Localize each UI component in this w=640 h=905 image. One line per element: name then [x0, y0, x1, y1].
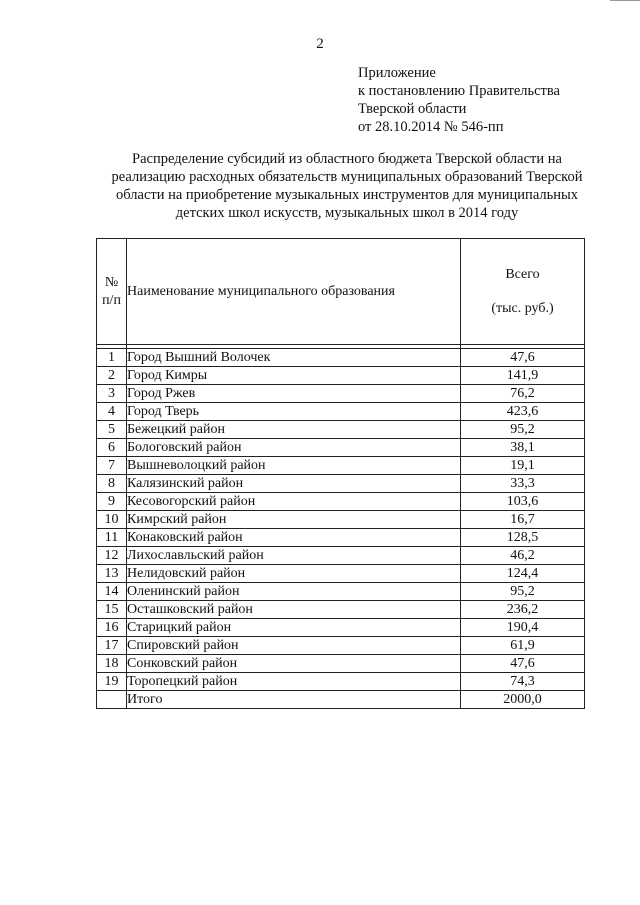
table-row	[97, 637, 585, 655]
row-total: 423,6	[461, 403, 585, 421]
table-row	[97, 403, 585, 421]
row-municipality: Нелидовский район	[127, 565, 461, 583]
header-num-abbr: п/п	[102, 292, 121, 308]
row-municipality: Город Ржев	[127, 385, 461, 403]
row-total: 141,9	[461, 367, 585, 385]
row-number: 18	[97, 655, 127, 673]
total-row-number	[97, 691, 127, 709]
table-total-row	[97, 691, 585, 709]
row-number: 6	[97, 439, 127, 457]
total-row-value: 2000,0	[461, 691, 585, 709]
table-row	[97, 547, 585, 565]
table-row	[97, 583, 585, 601]
table-row	[97, 601, 585, 619]
row-number: 17	[97, 637, 127, 655]
row-number: 12	[97, 547, 127, 565]
table-row	[97, 673, 585, 691]
table-row	[97, 457, 585, 475]
appendix-line: к постановлению Правительства	[358, 83, 560, 99]
row-total: 19,1	[461, 457, 585, 475]
row-total: 128,5	[461, 529, 585, 547]
table-row	[97, 493, 585, 511]
subsidy-table	[96, 238, 585, 709]
table-row	[97, 475, 585, 493]
page-number: 2	[316, 36, 324, 52]
header-total	[461, 239, 585, 345]
row-municipality: Кесовогорский район	[127, 493, 461, 511]
appendix-block	[358, 64, 560, 136]
header-num	[97, 239, 127, 345]
total-row-label: Итого	[127, 691, 461, 709]
table-row	[97, 565, 585, 583]
row-municipality: Осташковский район	[127, 601, 461, 619]
row-number: 19	[97, 673, 127, 691]
header-name: Наименование муниципального образования	[127, 239, 461, 345]
table-row	[97, 385, 585, 403]
row-municipality: Бологовский район	[127, 439, 461, 457]
row-number: 1	[97, 349, 127, 367]
row-number: 14	[97, 583, 127, 601]
row-number: 7	[97, 457, 127, 475]
row-municipality: Лихославльский район	[127, 547, 461, 565]
row-municipality: Кимрский район	[127, 511, 461, 529]
row-municipality: Конаковский район	[127, 529, 461, 547]
header-total-unit: (тыс. руб.)	[491, 300, 554, 316]
row-total: 95,2	[461, 583, 585, 601]
row-municipality: Оленинский район	[127, 583, 461, 601]
title-line: реализацию расходных обязательств муниципальных образований Тверской	[111, 169, 583, 185]
table-row	[97, 367, 585, 385]
row-municipality: Торопецкий район	[127, 673, 461, 691]
row-municipality: Город Кимры	[127, 367, 461, 385]
row-total: 47,6	[461, 349, 585, 367]
row-total: 47,6	[461, 655, 585, 673]
row-total: 95,2	[461, 421, 585, 439]
row-number: 5	[97, 421, 127, 439]
row-total: 190,4	[461, 619, 585, 637]
appendix-line: Тверской области	[358, 101, 467, 117]
row-number: 3	[97, 385, 127, 403]
row-total: 124,4	[461, 565, 585, 583]
title-line: Распределение субсидий из областного бюджета Тверской области на	[132, 151, 562, 167]
row-total: 236,2	[461, 601, 585, 619]
document-title	[90, 150, 604, 222]
row-municipality: Старицкий район	[127, 619, 461, 637]
table-row	[97, 655, 585, 673]
title-line: детских школ искусств, музыкальных школ в 2014 году	[175, 205, 519, 221]
header-total-label: Всего	[505, 266, 540, 282]
row-number: 10	[97, 511, 127, 529]
row-municipality: Город Вышний Волочек	[127, 349, 461, 367]
row-total: 46,2	[461, 547, 585, 565]
row-municipality: Город Тверь	[127, 403, 461, 421]
row-total: 74,3	[461, 673, 585, 691]
table-row	[97, 619, 585, 637]
table-row	[97, 421, 585, 439]
row-total: 76,2	[461, 385, 585, 403]
table-header-row	[97, 239, 585, 345]
row-number: 16	[97, 619, 127, 637]
table-row	[97, 511, 585, 529]
title-line: области на приобретение музыкальных инструментов для муниципальных	[116, 187, 578, 203]
row-municipality: Калязинский район	[127, 475, 461, 493]
table-row	[97, 439, 585, 457]
header-num-symbol: №	[104, 274, 119, 290]
row-municipality: Спировский район	[127, 637, 461, 655]
row-total: 61,9	[461, 637, 585, 655]
table-row	[97, 349, 585, 367]
row-number: 13	[97, 565, 127, 583]
row-total: 16,7	[461, 511, 585, 529]
row-number: 2	[97, 367, 127, 385]
row-number: 15	[97, 601, 127, 619]
appendix-line: от 28.10.2014 № 546-пп	[358, 119, 504, 135]
row-number: 11	[97, 529, 127, 547]
corner-mark	[610, 0, 640, 3]
row-municipality: Вышневолоцкий район	[127, 457, 461, 475]
row-number: 8	[97, 475, 127, 493]
row-municipality: Сонковский район	[127, 655, 461, 673]
row-number: 4	[97, 403, 127, 421]
row-municipality: Бежецкий район	[127, 421, 461, 439]
row-number: 9	[97, 493, 127, 511]
row-total: 103,6	[461, 493, 585, 511]
table-body	[97, 345, 585, 709]
appendix-line: Приложение	[358, 65, 436, 81]
row-total: 33,3	[461, 475, 585, 493]
table-row	[97, 529, 585, 547]
row-total: 38,1	[461, 439, 585, 457]
